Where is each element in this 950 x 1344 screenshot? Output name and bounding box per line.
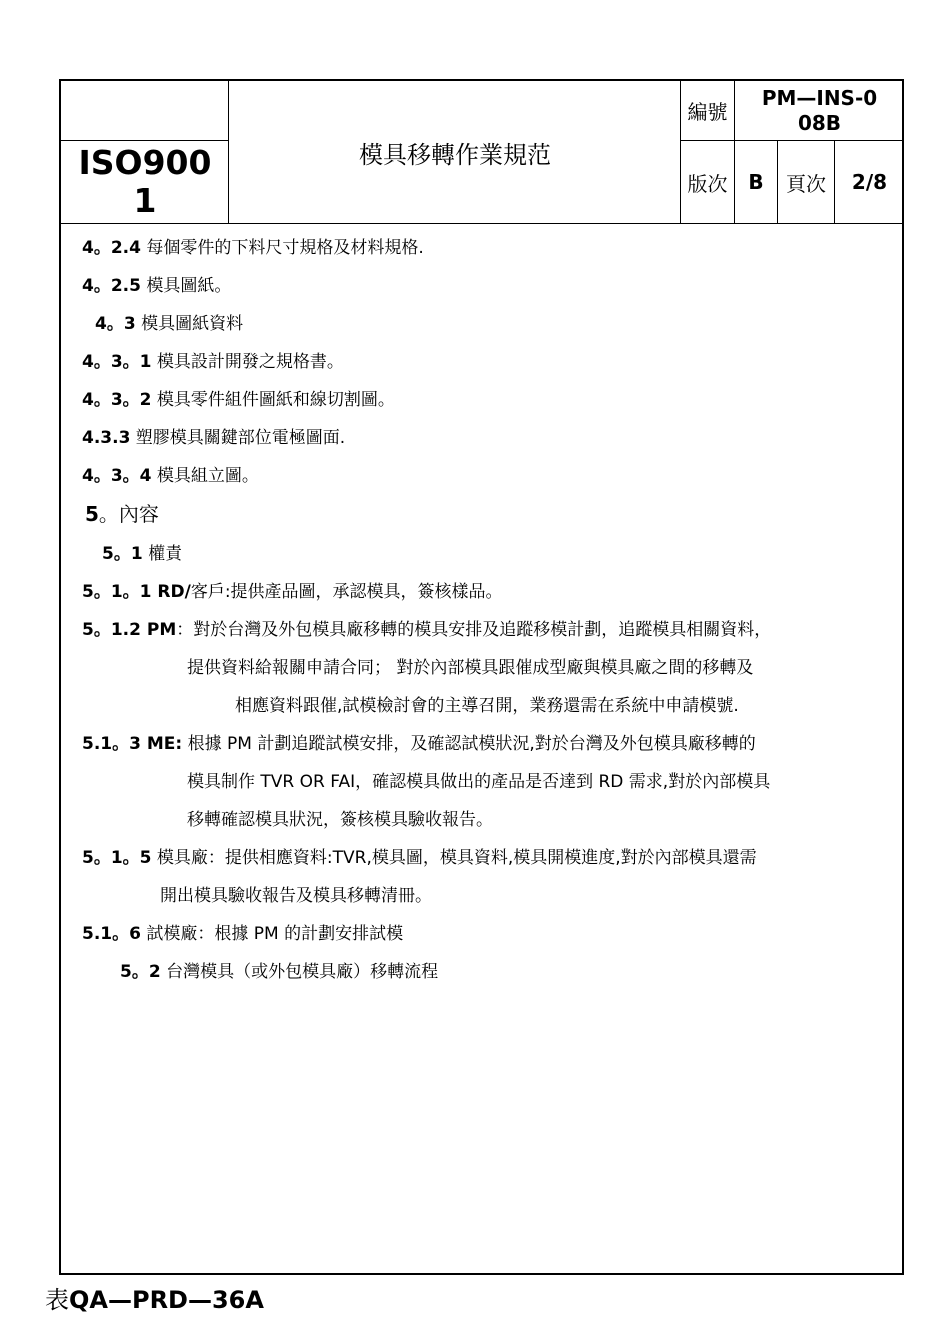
list-item: 4。3。2 模具零件組件圖紙和線切割圖。 bbox=[82, 390, 395, 410]
list-item: 5。1。1 RD/客戶:提供產品圖，承認模具，簽核樣品。 bbox=[82, 582, 503, 602]
list-item: 5。1.2 PM：對於台灣及外包模具廠移轉的模具安排及追蹤移模計劃，追蹤模具相關資料， bbox=[82, 620, 772, 640]
list-item: 4。2.4 每個零件的下料尺寸規格及材料規格. bbox=[82, 238, 424, 258]
document-number: PM—INS-008B bbox=[761, 85, 878, 135]
list-item-continuation: 提供資料給報關申請合同； 對於內部模具跟催成型廠與模具廠之間的移轉及 bbox=[187, 658, 754, 678]
version-label: 版次 bbox=[687, 171, 728, 196]
page-label: 頁次 bbox=[786, 171, 826, 196]
version-value: B bbox=[748, 170, 764, 194]
list-item: 5.1。6 試模廠：根據 PM 的計劃安排試模 bbox=[82, 924, 404, 944]
number-label: 編號 bbox=[687, 100, 728, 124]
list-item: 4。3 模具圖紙資料 bbox=[95, 314, 244, 334]
list-item-continuation: 模具制作 TVR OR FAI，確認模具做出的產品是否達到 RD 需求,對於內部模具 bbox=[187, 772, 771, 792]
list-item: 5.1。3 ME: 根據 PM 計劃追蹤試模安排，及確認試模狀況,對於台灣及外包模具廠移轉的 bbox=[82, 734, 756, 754]
list-item-continuation: 相應資料跟催,試模檢討會的主導召開，業務還需在系統中申請模號. bbox=[235, 696, 739, 716]
section-heading: 5。內容 bbox=[85, 502, 159, 526]
form-code: 表QA—PRD—36A bbox=[45, 1286, 264, 1314]
list-item: 5。2 台灣模具（或外包模具廠）移轉流程 bbox=[120, 962, 439, 982]
list-item: 4。2.5 模具圖紙。 bbox=[82, 276, 232, 296]
list-item-continuation: 開出模具驗收報告及模具移轉清冊。 bbox=[160, 886, 432, 906]
page-value: 2/8 bbox=[851, 170, 888, 194]
list-item: 4。3。4 模具組立圖。 bbox=[82, 466, 259, 486]
document-title: 模具移轉作業規范 bbox=[359, 140, 551, 169]
header-bottom-border bbox=[61, 223, 904, 224]
list-item: 5。1。5 模具廠：提供相應資料:TVR,模具圖，模具資料,模具開模進度,對於內部模具還需 bbox=[82, 848, 757, 868]
list-item: 5。1 權責 bbox=[102, 544, 183, 564]
iso-label: ISO9001 bbox=[78, 143, 212, 220]
list-item: 4.3.3 塑膠模具關鍵部位電極圖面. bbox=[82, 428, 346, 448]
list-item: 4。3。1 模具設計開發之規格書。 bbox=[82, 352, 344, 372]
list-item-continuation: 移轉確認模具狀況，簽核模具驗收報告。 bbox=[187, 810, 493, 830]
